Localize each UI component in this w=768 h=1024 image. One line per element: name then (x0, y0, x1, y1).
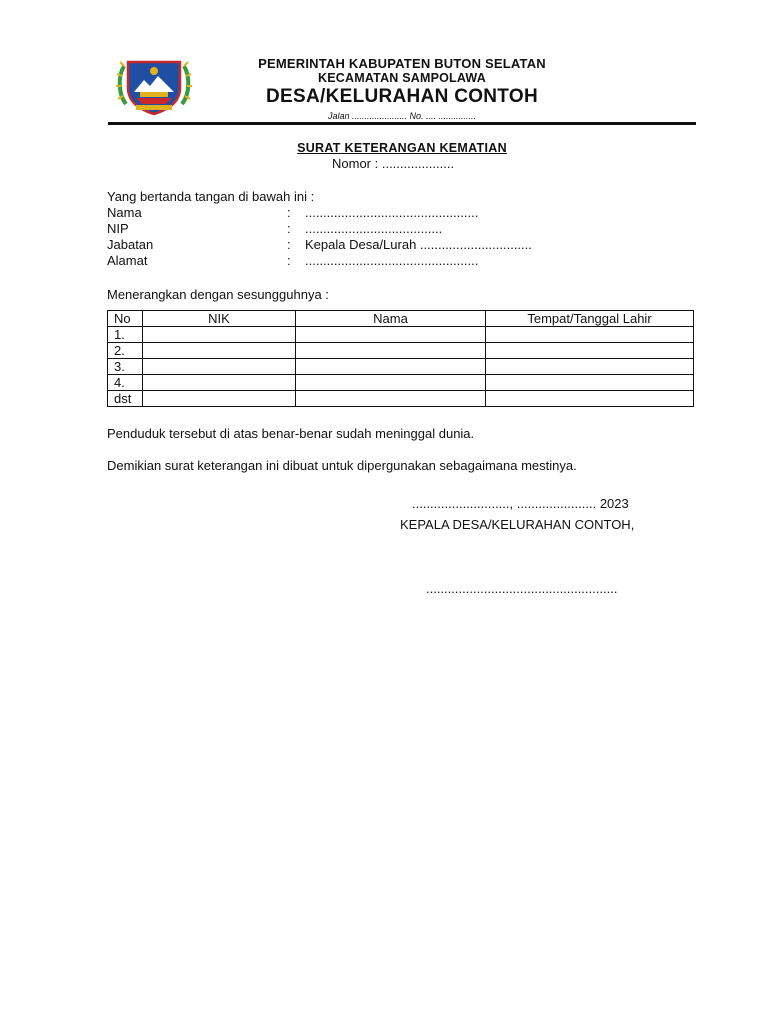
field-value-nip: ...................................... (305, 221, 443, 236)
row-number: 4. (108, 375, 143, 391)
nik-cell (143, 375, 296, 391)
nik-cell (143, 359, 296, 375)
intro-text: Yang bertanda tangan di bawah ini : (107, 189, 315, 204)
table-header-row (108, 311, 694, 327)
field-colon: : (287, 237, 291, 252)
letterhead-address: Jalan ...................... No. .... ............... (327, 111, 477, 121)
field-label-nama: Nama (107, 205, 142, 220)
row-number: dst (108, 391, 143, 407)
row-number: 3. (108, 359, 143, 375)
letterhead-divider (108, 122, 696, 125)
birth-cell (486, 391, 694, 407)
closing-text: Demikian surat keterangan ini dibuat untuk dipergunakan sebagaimana mestinya. (107, 458, 577, 473)
field-value-jabatan: Kepala Desa/Lurah ............................... (305, 237, 532, 252)
birth-cell (486, 359, 694, 375)
document-title: SURAT KETERANGAN KEMATIAN (297, 141, 507, 155)
district-name: KECAMATAN SAMPOLAWA (318, 71, 486, 85)
table-row (108, 375, 694, 391)
field-value-nama: ................................................ (305, 205, 479, 220)
government-name: PEMERINTAH KABUPATEN BUTON SELATAN (258, 56, 546, 71)
birth-cell (486, 343, 694, 359)
nama-cell (296, 391, 486, 407)
birth-cell (486, 327, 694, 343)
nik-cell (143, 327, 296, 343)
row-number: 1. (108, 327, 143, 343)
nik-cell (143, 391, 296, 407)
column-header-birth: Tempat/Tanggal Lahir (486, 311, 694, 327)
column-header-no: No (108, 311, 143, 327)
nama-cell (296, 375, 486, 391)
place-date: ..........................., ...................... 2023 (412, 496, 629, 511)
nik-cell (143, 343, 296, 359)
field-label-jabatan: Jabatan (107, 237, 154, 252)
document-number: Nomor : .................... (332, 156, 455, 171)
column-header-nik: NIK (143, 311, 296, 327)
regency-emblem-icon (116, 54, 192, 116)
row-number: 2. (108, 343, 143, 359)
nama-cell (296, 343, 486, 359)
declaration-text: Menerangkan dengan sesungguhnya : (107, 287, 329, 302)
letterhead (206, 56, 598, 109)
nama-cell (296, 327, 486, 343)
village-name: DESA/KELURAHAN CONTOH (266, 86, 538, 107)
birth-cell (486, 375, 694, 391)
signatory-name-line: ..................................................... (426, 581, 618, 596)
statement-text: Penduduk tersebut di atas benar-benar sudah meninggal dunia. (107, 426, 475, 441)
field-label-alamat: Alamat (107, 253, 148, 268)
nama-cell (296, 359, 486, 375)
field-value-alamat: ................................................ (305, 253, 479, 268)
table-row (108, 343, 694, 359)
field-colon: : (287, 221, 291, 236)
field-colon: : (287, 205, 291, 220)
deceased-table (107, 310, 694, 407)
table-row (108, 359, 694, 375)
column-header-nama: Nama (296, 311, 486, 327)
table-row (108, 327, 694, 343)
table-row (108, 391, 694, 407)
field-colon: : (287, 253, 291, 268)
field-label-nip: NIP (107, 221, 129, 236)
signatory-office: KEPALA DESA/KELURAHAN CONTOH, (400, 517, 635, 532)
